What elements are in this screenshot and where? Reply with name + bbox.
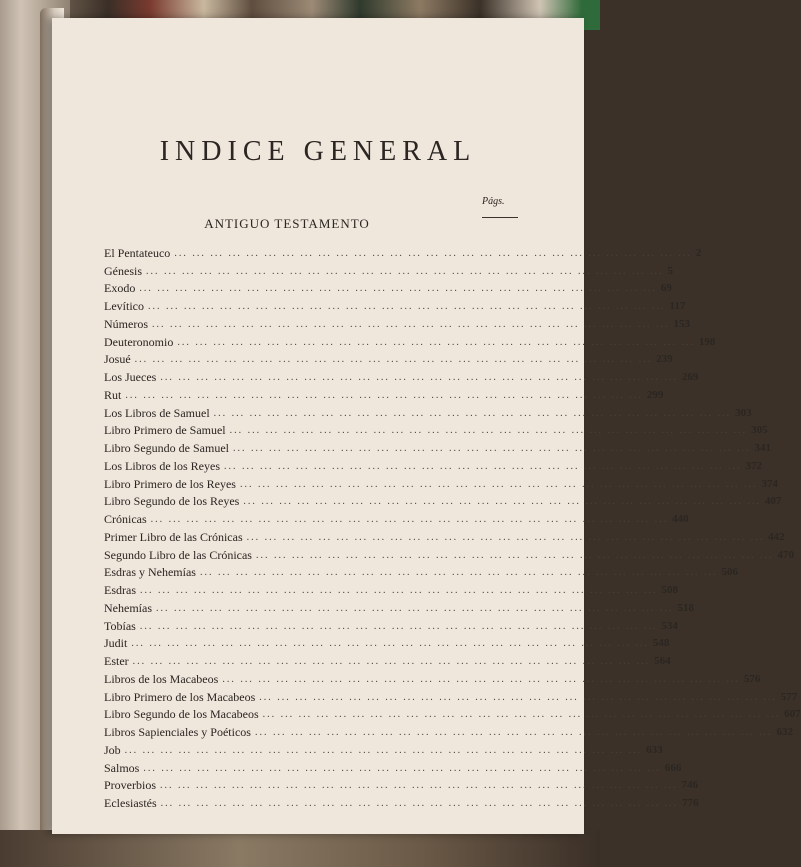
toc-leader-dots: ... ... ... ... ... ... ... ... ... ... ... ... ... ... ... ... ... ... ... ... ... ... ... ... ... ... ... ... ... [259, 691, 777, 703]
toc-leader-dots: ... ... ... ... ... ... ... ... ... ... ... ... ... ... ... ... ... ... ... ... ... ... ... ... ... ... ... ... ... [125, 389, 643, 401]
toc-entry-page: 374 [761, 477, 778, 490]
toc-leader-dots: ... ... ... ... ... ... ... ... ... ... ... ... ... ... ... ... ... ... ... ... ... ... ... ... ... ... ... ... ... [232, 443, 751, 454]
toc-entry-page: 776 [682, 797, 699, 809]
toc-entry-title: Los Libros de los Reyes [104, 458, 220, 473]
toc-entry [104, 775, 698, 793]
toc-leader-dots: ... ... ... ... ... ... ... ... ... ... ... ... ... ... ... ... ... ... ... ... ... ... ... ... ... ... ... ... ... [139, 620, 658, 632]
toc-entry [104, 562, 738, 580]
toc-leader-dots: ... ... ... ... ... ... ... ... ... ... ... ... ... ... ... ... ... ... ... ... ... ... ... ... ... ... ... ... ... [134, 354, 653, 366]
toc-entry-title: Salmos [104, 760, 140, 775]
toc-entry-title: Josué [104, 352, 131, 367]
toc-entry-title: Job [104, 742, 121, 757]
toc-entry-page: 564 [654, 655, 671, 667]
toc-leader-dots: ... ... ... ... ... ... ... ... ... ... ... ... ... ... ... ... ... ... ... ... ... ... ... ... ... ... ... ... ... [140, 585, 658, 596]
toc-entry-page: 518 [677, 601, 694, 614]
toc-entry-title: Libro Primero de los Macabeos [104, 689, 256, 704]
toc-leader-dots: ... ... ... ... ... ... ... ... ... ... ... ... ... ... ... ... ... ... ... ... ... ... ... ... ... ... ... ... ... [160, 780, 678, 792]
toc-entry-title: Nehemías [104, 600, 152, 615]
toc-entry-title: Los Libros de Samuel [104, 405, 210, 420]
toc-entry-page: 239 [656, 353, 673, 366]
toc-entry-page: 506 [721, 566, 738, 579]
toc-entry-page: 442 [768, 530, 785, 543]
toc-leader-dots: ... ... ... ... ... ... ... ... ... ... ... ... ... ... ... ... ... ... ... ... ... ... ... ... ... ... ... ... ... [199, 567, 718, 579]
section-heading: ANTIGUO TESTAMENTO [204, 216, 370, 231]
toc-entry [104, 384, 664, 402]
toc-entry [104, 792, 699, 810]
toc-leader-dots: ... ... ... ... ... ... ... ... ... ... ... ... ... ... ... ... ... ... ... ... ... ... ... ... ... ... ... ... ... [152, 318, 670, 330]
toc-entry-title: Eclesiastés [104, 796, 157, 810]
toc-entry-page: 440 [672, 513, 689, 525]
toc-entry [104, 526, 785, 544]
toc-entry [104, 704, 801, 722]
toc-entry-page: 153 [673, 317, 690, 330]
toc-entry [104, 295, 686, 313]
toc-leader-dots: ... ... ... ... ... ... ... ... ... ... ... ... ... ... ... ... ... ... ... ... ... ... ... ... ... ... ... ... ... [160, 798, 679, 809]
toc-entry [104, 349, 673, 367]
toc-entry [104, 650, 671, 668]
toc-entry-page: 5 [667, 264, 673, 277]
toc-entry-page: 299 [646, 388, 664, 401]
toc-entry-title: Libro Primero de los Reyes [104, 476, 236, 491]
toc-entry-title: Tobías [104, 618, 136, 633]
toc-leader-dots: ... ... ... ... ... ... ... ... ... ... ... ... ... ... ... ... ... ... ... ... ... ... ... ... ... ... ... ... ... [239, 478, 758, 490]
toc-leader-dots: ... ... ... ... ... ... ... ... ... ... ... ... ... ... ... ... ... ... ... ... ... ... ... ... ... ... ... ... ... [246, 531, 765, 543]
toc-entry-title: Números [104, 316, 148, 331]
toc-entry [104, 331, 716, 349]
toc-entry [104, 313, 690, 331]
toc-entry [104, 260, 673, 278]
toc-leader-dots: ... ... ... ... ... ... ... ... ... ... ... ... ... ... ... ... ... ... ... ... ... ... ... ... ... ... ... ... ... [174, 247, 692, 259]
toc-entry-title: Los Jueces [104, 370, 157, 384]
toc-entry-title: Esdras [104, 583, 136, 597]
toc-entry-page: 303 [735, 406, 752, 419]
toc-entry [104, 739, 663, 757]
toc-entry [104, 686, 798, 704]
page-column-label: Págs. [482, 196, 505, 207]
toc-entry-page: 117 [669, 300, 686, 312]
toc-entry-title: Segundo Libro de las Crónicas [104, 547, 252, 562]
toc-entry-page: 534 [661, 619, 678, 632]
toc-entry-title: Levítico [104, 299, 144, 313]
toc-entry [104, 668, 761, 686]
toc-entry [104, 597, 694, 615]
toc-entry [104, 402, 752, 420]
toc-entry-page: 576 [743, 672, 761, 685]
toc-leader-dots: ... ... ... ... ... ... ... ... ... ... ... ... ... ... ... ... ... ... ... ... ... ... ... ... ... ... ... ... ... [262, 709, 781, 721]
toc-leader-dots: ... ... ... ... ... ... ... ... ... ... ... ... ... ... ... ... ... ... ... ... ... ... ... ... ... ... ... ... ... [224, 460, 742, 472]
toc-entry [104, 633, 670, 651]
toc-leader-dots: ... ... ... ... ... ... ... ... ... ... ... ... ... ... ... ... ... ... ... ... ... ... ... ... ... ... ... ... ... [146, 265, 664, 277]
toc-leader-dots: ... ... ... ... ... ... ... ... ... ... ... ... ... ... ... ... ... ... ... ... ... ... ... ... ... ... ... ... ... [132, 656, 651, 667]
toc-entry-page: 746 [681, 779, 698, 792]
toc-leader-dots: ... ... ... ... ... ... ... ... ... ... ... ... ... ... ... ... ... ... ... ... ... ... ... ... ... ... ... ... ... [254, 727, 773, 738]
toc-entry-page: 341 [754, 442, 771, 454]
toc-leader-dots: ... ... ... ... ... ... ... ... ... ... ... ... ... ... ... ... ... ... ... ... ... ... ... ... ... ... ... ... ... [147, 301, 666, 312]
table-of-contents [104, 242, 801, 810]
toc-entry [104, 278, 672, 296]
toc-entry-title: Exodo [104, 281, 136, 296]
toc-entry-title: Libros Sapienciales y Poéticos [104, 725, 251, 739]
toc-leader-dots: ... ... ... ... ... ... ... ... ... ... ... ... ... ... ... ... ... ... ... ... ... ... ... ... ... ... ... ... ... [143, 762, 661, 774]
toc-entry [104, 366, 699, 384]
toc-entry [104, 615, 678, 633]
toc-entry-page: 548 [652, 637, 670, 650]
toc-entry-title: Libro Primero de Samuel [104, 423, 226, 438]
toc-entry-page: 666 [664, 761, 682, 774]
toc-entry-title: Libros de los Macabeos [104, 671, 219, 686]
toc-entry-title: Libro Segundo de los Reyes [104, 494, 240, 509]
toc-entry [104, 544, 794, 562]
toc-entry-title: Génesis [104, 263, 142, 278]
toc-entry-title: El Pentateuco [104, 245, 171, 260]
toc-entry-title: Ester [104, 654, 129, 668]
toc-entry [104, 242, 702, 260]
table-surface [0, 830, 600, 867]
toc-entry-page: 508 [661, 584, 678, 596]
toc-entry-page: 372 [745, 459, 762, 472]
toc-entry-title: Libro Segundo de los Macabeos [104, 707, 259, 722]
toc-leader-dots: ... ... ... ... ... ... ... ... ... ... ... ... ... ... ... ... ... ... ... ... ... ... ... ... ... ... ... ... ... [222, 673, 740, 685]
toc-entry-page: 577 [780, 690, 798, 703]
toc-leader-dots: ... ... ... ... ... ... ... ... ... ... ... ... ... ... ... ... ... ... ... ... ... ... ... ... ... ... ... ... ... [255, 549, 774, 561]
toc-leader-dots: ... ... ... ... ... ... ... ... ... ... ... ... ... ... ... ... ... ... ... ... ... ... ... ... ... ... ... ... ... [155, 602, 674, 614]
toc-entry-page: 69 [660, 282, 672, 295]
toc-entry [104, 473, 778, 491]
toc-entry [104, 455, 762, 473]
page-title: INDICE GENERAL [159, 136, 477, 167]
toc-leader-dots: ... ... ... ... ... ... ... ... ... ... ... ... ... ... ... ... ... ... ... ... ... ... ... ... ... ... ... ... ... [243, 496, 761, 508]
toc-entry-title: Primer Libro de las Crónicas [104, 529, 243, 544]
toc-entry-page: 198 [698, 335, 716, 348]
toc-entry [104, 721, 793, 739]
toc-entry-page: 305 [751, 424, 768, 437]
toc-entry [104, 508, 689, 526]
toc-leader-dots: ... ... ... ... ... ... ... ... ... ... ... ... ... ... ... ... ... ... ... ... ... ... ... ... ... ... ... ... ... [213, 407, 732, 419]
toc-leader-dots: ... ... ... ... ... ... ... ... ... ... ... ... ... ... ... ... ... ... ... ... ... ... ... ... ... ... ... ... ... [229, 425, 748, 437]
toc-entry-page: 632 [776, 726, 793, 738]
toc-entry-title: Rut [104, 387, 122, 402]
toc-leader-dots: ... ... ... ... ... ... ... ... ... ... ... ... ... ... ... ... ... ... ... ... ... ... ... ... ... ... ... ... ... [139, 283, 657, 295]
toc-entry [104, 491, 782, 509]
toc-leader-dots: ... ... ... ... ... ... ... ... ... ... ... ... ... ... ... ... ... ... ... ... ... ... ... ... ... ... ... ... ... [131, 638, 649, 650]
toc-entry [104, 579, 678, 597]
toc-leader-dots: ... ... ... ... ... ... ... ... ... ... ... ... ... ... ... ... ... ... ... ... ... ... ... ... ... ... ... ... ... [124, 744, 643, 756]
toc-entry-title: Deuteronomio [104, 334, 174, 349]
toc-entry-page: 607 [784, 708, 801, 721]
toc-entry-title: Libro Segundo de Samuel [104, 441, 229, 455]
toc-entry-page: 470 [777, 548, 794, 561]
toc-entry-page: 269 [681, 371, 699, 383]
toc-entry-title: Proverbios [104, 778, 156, 793]
toc-entry-page: 2 [695, 246, 702, 259]
toc-entry [104, 437, 771, 455]
toc-entry [104, 757, 682, 775]
toc-entry-page: 407 [764, 495, 782, 508]
toc-leader-dots: ... ... ... ... ... ... ... ... ... ... ... ... ... ... ... ... ... ... ... ... ... ... ... ... ... ... ... ... ... [160, 372, 678, 383]
toc-entry [104, 420, 768, 438]
toc-leader-dots: ... ... ... ... ... ... ... ... ... ... ... ... ... ... ... ... ... ... ... ... ... ... ... ... ... ... ... ... ... [177, 336, 695, 348]
book-page [52, 18, 801, 834]
toc-leader-dots: ... ... ... ... ... ... ... ... ... ... ... ... ... ... ... ... ... ... ... ... ... ... ... ... ... ... ... ... ... [150, 514, 669, 525]
toc-entry-title: Esdras y Nehemías [104, 565, 196, 580]
toc-entry-title: Judit [104, 636, 128, 651]
toc-entry-title: Crónicas [104, 512, 147, 526]
toc-entry-page: 633 [646, 743, 663, 756]
